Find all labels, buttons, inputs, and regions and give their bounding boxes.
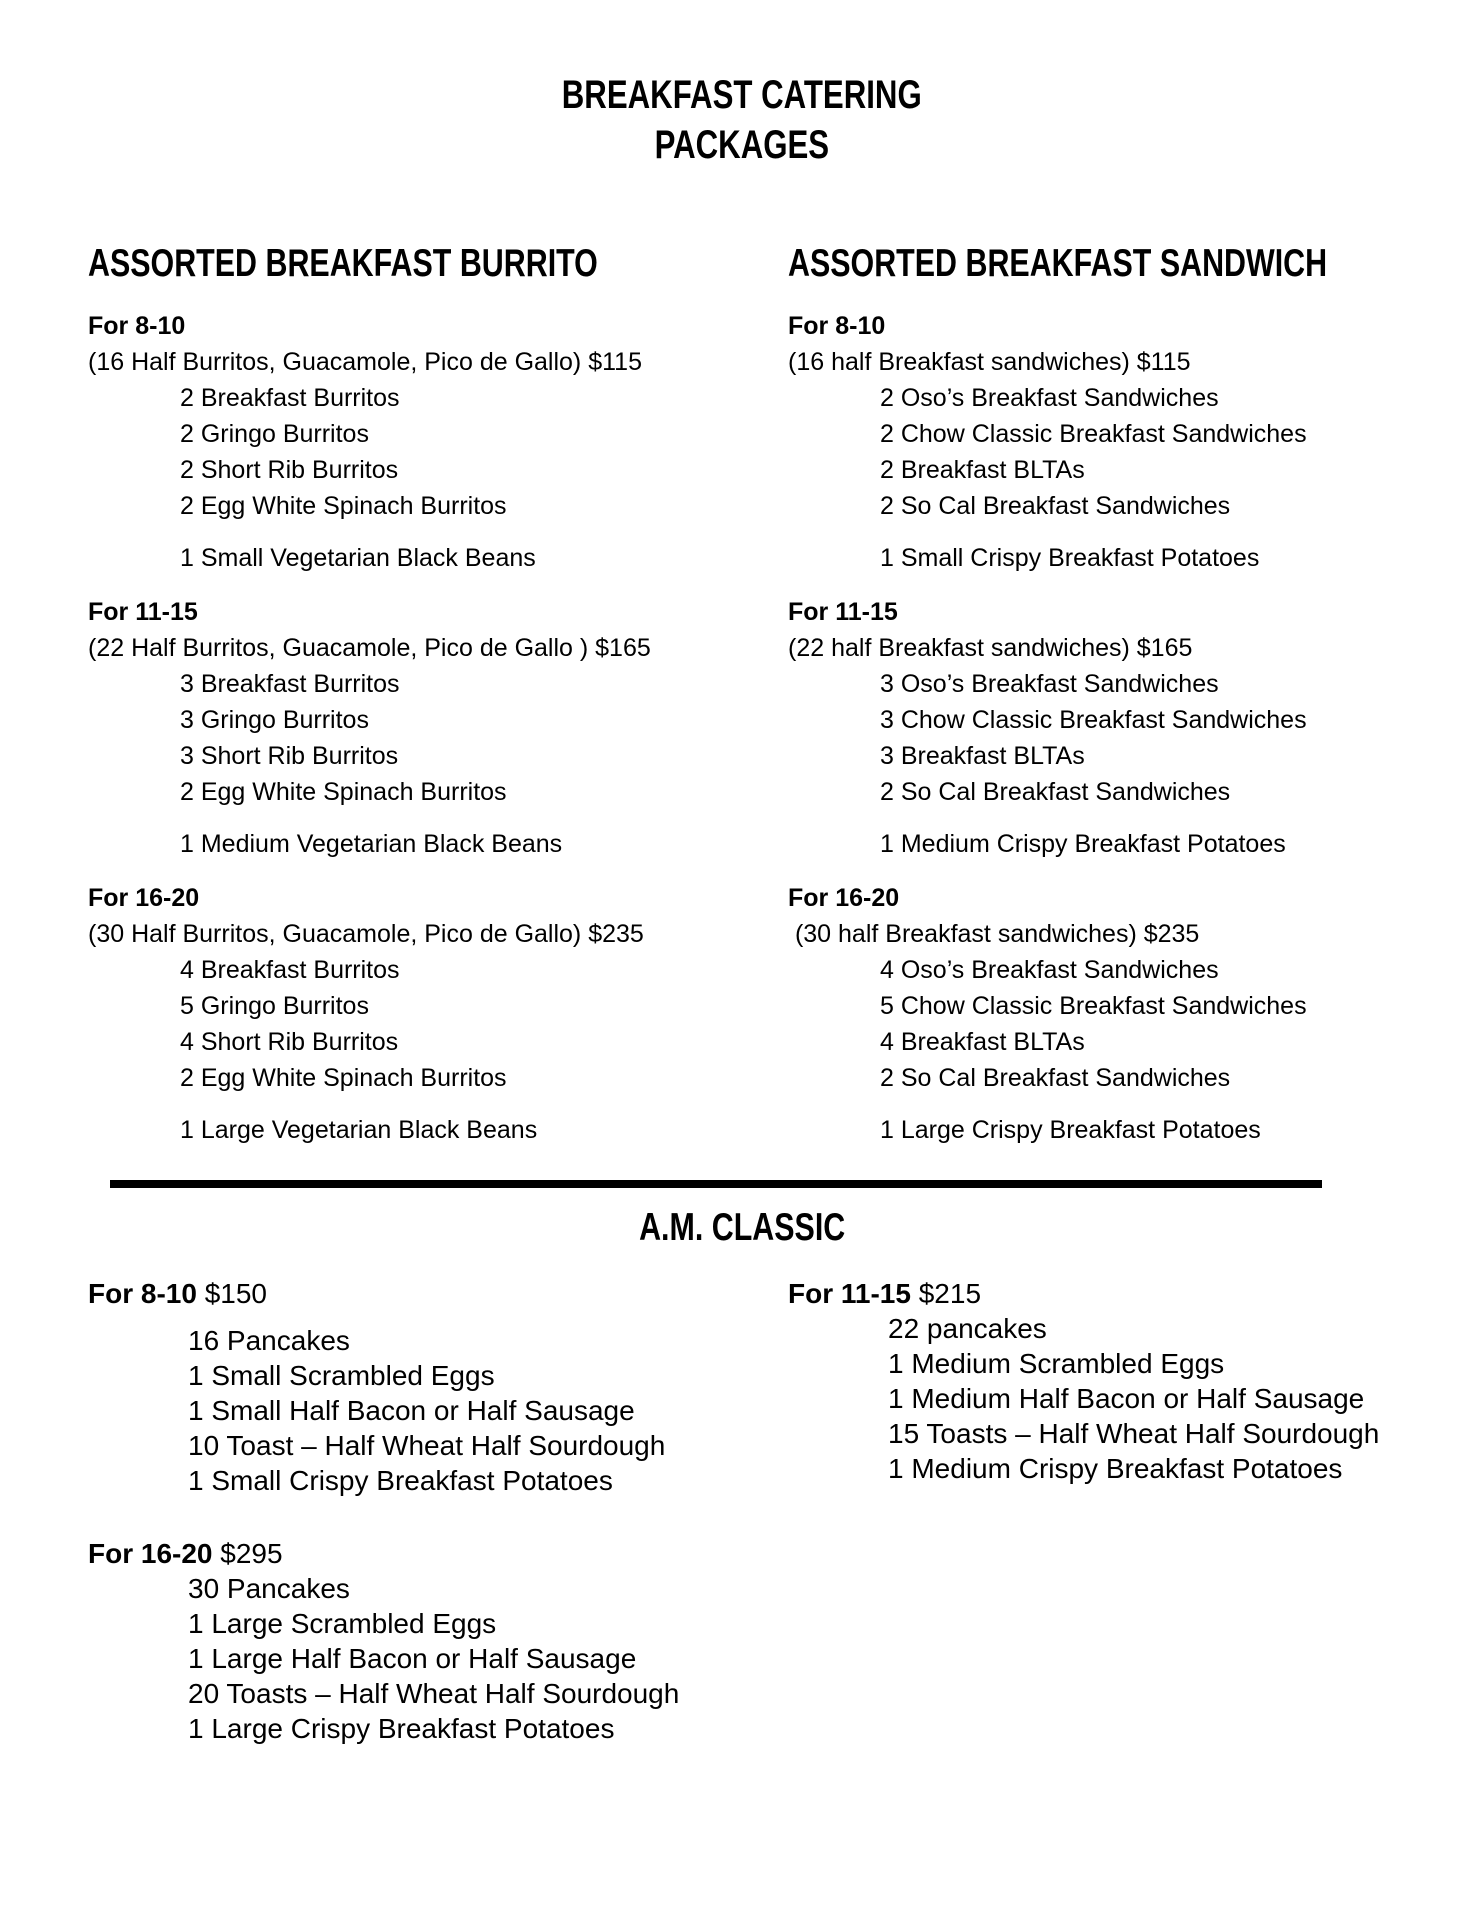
menu-item: 16 Pancakes [188, 1325, 350, 1356]
menu-item: 5 Gringo Burritos [180, 992, 369, 1020]
column-heading-text: ASSORTED BREAKFAST SANDWICH [788, 242, 1328, 285]
menu-item: 3 Oso’s Breakfast Sandwiches [880, 670, 1219, 698]
menu-item: 2 So Cal Breakfast Sandwiches [880, 492, 1231, 520]
serving-size-label: For 8-10 [88, 312, 186, 340]
menu-item: 20 Toasts – Half Wheat Half Sourdough [188, 1678, 680, 1709]
menu-item: 4 Breakfast Burritos [180, 956, 400, 984]
am-classic-section [0, 1276, 1484, 1746]
am-package-items [88, 1323, 728, 1498]
menu-item: 1 Large Half Bacon or Half Sausage [188, 1643, 637, 1674]
menu-item: 4 Breakfast BLTAs [880, 1028, 1085, 1056]
package-items [88, 380, 714, 524]
menu-item: 2 Chow Classic Breakfast Sandwiches [880, 420, 1307, 448]
package-items [788, 952, 1448, 1096]
menu-item: 4 Short Rib Burritos [180, 1028, 399, 1056]
menu-item: 2 Egg White Spinach Burritos [180, 1064, 507, 1092]
serving-size-label: For 11-15 [788, 1278, 911, 1309]
menu-item: 22 pancakes [888, 1313, 1047, 1344]
package-section [88, 308, 714, 576]
package-section [788, 308, 1448, 576]
am-classic-heading: A.M. CLASSIC [638, 1206, 846, 1249]
serving-size-label: For 16-20 [88, 1538, 213, 1569]
am-classic-column [88, 1276, 728, 1746]
included-side-item: 1 Medium Crispy Breakfast Potatoes [880, 830, 1286, 858]
menu-item: 2 Gringo Burritos [180, 420, 369, 448]
menu-item: 2 Egg White Spinach Burritos [180, 492, 507, 520]
included-side-item: 1 Large Vegetarian Black Beans [180, 1116, 538, 1144]
am-classic-package [88, 1536, 728, 1746]
am-package-header [788, 1276, 1448, 1311]
menu-item: 1 Large Scrambled Eggs [188, 1608, 497, 1639]
price-label: $215 [910, 1278, 982, 1309]
package-section [788, 594, 1448, 862]
menu-item: 1 Medium Half Bacon or Half Sausage [888, 1383, 1365, 1414]
included-side-item: 1 Small Crispy Breakfast Potatoes [880, 544, 1260, 572]
package-detail: (16 half Breakfast sandwiches) $115 [788, 348, 1191, 376]
price-label: $150 [196, 1278, 268, 1309]
package-section [88, 594, 714, 862]
menu-item: 10 Toast – Half Wheat Half Sourdough [188, 1430, 666, 1461]
included-side-item: 1 Medium Vegetarian Black Beans [180, 830, 563, 858]
am-classic-column [788, 1276, 1448, 1746]
included-side-item: 1 Small Vegetarian Black Beans [180, 544, 536, 572]
menu-item: 2 So Cal Breakfast Sandwiches [880, 1064, 1231, 1092]
package-detail: (30 half Breakfast sandwiches) $235 [788, 920, 1200, 948]
menu-item: 5 Chow Classic Breakfast Sandwiches [880, 992, 1307, 1020]
column-heading [788, 240, 1448, 288]
section-divider [110, 1180, 1322, 1188]
package-items [88, 952, 714, 1096]
menu-item: 2 Oso’s Breakfast Sandwiches [880, 384, 1219, 412]
menu-item: 1 Medium Crispy Breakfast Potatoes [888, 1453, 1343, 1484]
menu-item: 15 Toasts – Half Wheat Half Sourdough [888, 1418, 1380, 1449]
am-package-items [88, 1571, 728, 1746]
included-side-item: 1 Large Crispy Breakfast Potatoes [880, 1116, 1261, 1144]
serving-size-label: For 11-15 [788, 598, 898, 626]
package-detail: (22 half Breakfast sandwiches) $165 [788, 634, 1193, 662]
column-sections [88, 308, 714, 1148]
page-title-line2: PACKAGES [654, 123, 830, 167]
serving-size-label: For 8-10 [88, 1278, 197, 1309]
package-detail: (22 Half Burritos, Guacamole, Pico de Gallo ) $165 [88, 634, 651, 662]
am-classic-package [788, 1276, 1448, 1486]
menu-item: 2 Breakfast Burritos [180, 384, 400, 412]
package-detail: (16 Half Burritos, Guacamole, Pico de Gallo) $115 [88, 348, 642, 376]
menu-item: 30 Pancakes [188, 1573, 350, 1604]
menu-item: 1 Small Half Bacon or Half Sausage [188, 1395, 635, 1426]
menu-item: 3 Breakfast Burritos [180, 670, 400, 698]
am-classic-package [88, 1276, 728, 1498]
menu-item: 4 Oso’s Breakfast Sandwiches [880, 956, 1219, 984]
menu-item: 2 So Cal Breakfast Sandwiches [880, 778, 1231, 806]
package-section [788, 880, 1448, 1148]
menu-item: 3 Chow Classic Breakfast Sandwiches [880, 706, 1307, 734]
menu-item: 2 Egg White Spinach Burritos [180, 778, 507, 806]
package-column [788, 240, 1448, 1148]
package-detail: (30 Half Burritos, Guacamole, Pico de Gallo) $235 [88, 920, 644, 948]
menu-item: 3 Breakfast BLTAs [880, 742, 1085, 770]
package-items [788, 380, 1448, 524]
package-section [88, 880, 714, 1148]
column-sections [788, 308, 1448, 1148]
serving-size-label: For 11-15 [88, 598, 198, 626]
price-label: $295 [212, 1538, 283, 1569]
menu-item: 1 Small Crispy Breakfast Potatoes [188, 1465, 613, 1496]
serving-size-label: For 16-20 [88, 884, 200, 912]
am-package-header [88, 1536, 728, 1571]
column-heading [88, 240, 714, 288]
page-title-line1: BREAKFAST CATERING [562, 73, 922, 117]
package-items [88, 666, 714, 810]
menu-item: 2 Breakfast BLTAs [880, 456, 1085, 484]
menu-item: 1 Small Scrambled Eggs [188, 1360, 495, 1391]
column-heading-text: ASSORTED BREAKFAST BURRITO [88, 242, 598, 285]
packages-section [0, 240, 1484, 1148]
menu-item: 2 Short Rib Burritos [180, 456, 399, 484]
serving-size-label: For 16-20 [788, 884, 900, 912]
package-column [88, 240, 714, 1148]
menu-item: 3 Gringo Burritos [180, 706, 369, 734]
am-package-header [88, 1276, 728, 1311]
page-title [0, 0, 1484, 170]
package-items [788, 666, 1448, 810]
am-package-items [788, 1311, 1448, 1486]
menu-item: 3 Short Rib Burritos [180, 742, 399, 770]
menu-item: 1 Large Crispy Breakfast Potatoes [188, 1713, 615, 1744]
menu-item: 1 Medium Scrambled Eggs [888, 1348, 1225, 1379]
serving-size-label: For 8-10 [788, 312, 886, 340]
